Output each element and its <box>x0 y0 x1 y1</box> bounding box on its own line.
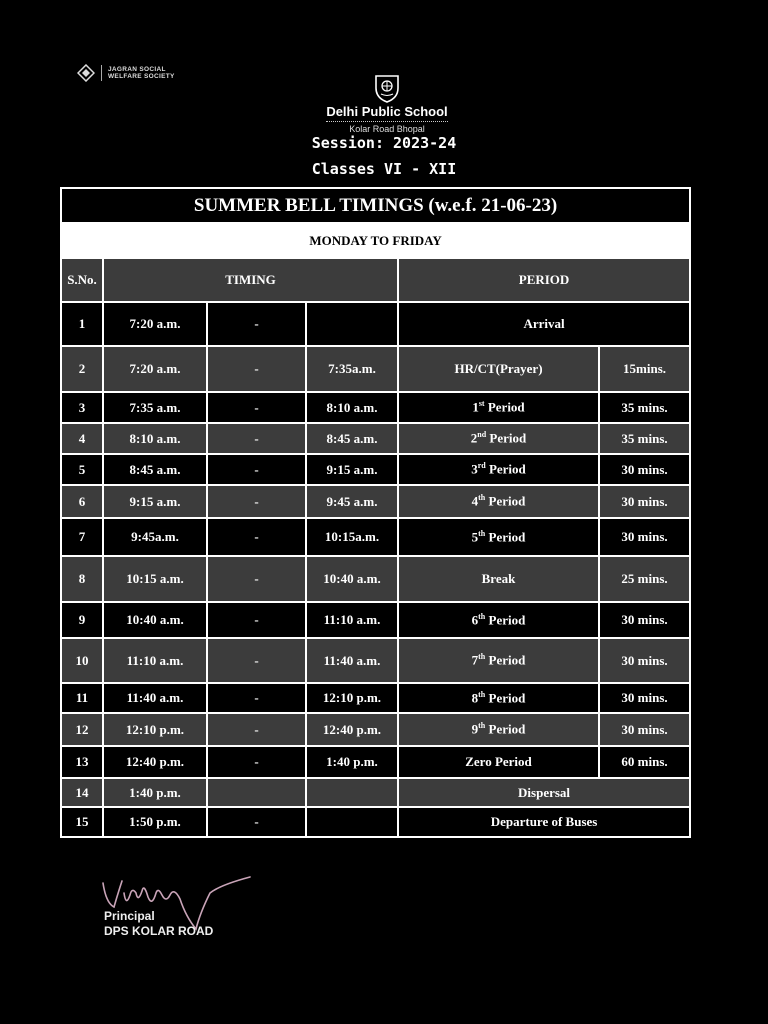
cell-dash: - <box>207 713 306 746</box>
cell-dash: - <box>207 346 306 392</box>
period-ordinal: th <box>478 721 486 731</box>
cell-sno: 4 <box>61 423 103 454</box>
cell-duration: 30 mins. <box>599 638 690 683</box>
cell-sno: 1 <box>61 302 103 346</box>
period-label: Period <box>485 493 526 509</box>
cell-start-time: 10:15 a.m. <box>103 556 207 602</box>
cell-period <box>398 485 599 518</box>
period-label: Period <box>485 721 526 737</box>
period-ordinal: th <box>478 689 486 699</box>
period-number: 9 <box>471 721 479 737</box>
cell-start-time: 12:40 p.m. <box>103 746 207 778</box>
cell-duration: 30 mins. <box>599 713 690 746</box>
cell-sno: 8 <box>61 556 103 602</box>
table-title-row <box>61 188 690 223</box>
principal-org: DPS KOLAR ROAD <box>104 924 214 938</box>
period-label: Period <box>486 430 527 446</box>
cell-sno: 3 <box>61 392 103 423</box>
table-row <box>61 485 690 518</box>
cell-start-time: 7:20 a.m. <box>103 302 207 346</box>
cell-period <box>398 683 599 713</box>
table-row <box>61 454 690 485</box>
cell-end-time: 7:35a.m. <box>306 346 398 392</box>
cell-duration: 60 mins. <box>599 746 690 778</box>
period-number: Zero Period <box>465 754 532 769</box>
cell-duration: 30 mins. <box>599 518 690 556</box>
cell-sno: 9 <box>61 602 103 638</box>
table-row <box>61 778 690 807</box>
cell-dash: - <box>207 392 306 423</box>
table-header-row <box>61 258 690 302</box>
cell-dash: - <box>207 518 306 556</box>
cell-period <box>398 556 599 602</box>
school-divider <box>326 121 448 123</box>
society-logo <box>77 64 175 82</box>
cell-sno: 6 <box>61 485 103 518</box>
school-name: Delhi Public School <box>326 104 448 119</box>
cell-period <box>398 454 599 485</box>
cell-dash: - <box>207 556 306 602</box>
cell-start-time: 8:10 a.m. <box>103 423 207 454</box>
table-row <box>61 556 690 602</box>
cell-start-time: 12:10 p.m. <box>103 713 207 746</box>
cell-end-time <box>306 778 398 807</box>
cell-end-time: 8:10 a.m. <box>306 392 398 423</box>
table-row <box>61 683 690 713</box>
cell-period <box>398 778 690 807</box>
cell-end-time: 10:40 a.m. <box>306 556 398 602</box>
cell-start-time: 9:45a.m. <box>103 518 207 556</box>
header-sno: S.No. <box>61 258 103 302</box>
cell-start-time: 1:40 p.m. <box>103 778 207 807</box>
period-ordinal: st <box>478 399 485 409</box>
society-emblem-icon <box>77 64 95 82</box>
table-subtitle: MONDAY TO FRIDAY <box>61 223 690 258</box>
period-number: Arrival <box>523 316 565 331</box>
header-period: PERIOD <box>398 258 690 302</box>
cell-sno: 7 <box>61 518 103 556</box>
cell-start-time: 7:20 a.m. <box>103 346 207 392</box>
cell-sno: 12 <box>61 713 103 746</box>
cell-end-time <box>306 302 398 346</box>
cell-end-time: 10:15a.m. <box>306 518 398 556</box>
cell-dash: - <box>207 638 306 683</box>
table-row <box>61 638 690 683</box>
period-ordinal: rd <box>477 461 486 471</box>
cell-end-time: 11:10 a.m. <box>306 602 398 638</box>
cell-sno: 14 <box>61 778 103 807</box>
period-ordinal: th <box>478 652 486 662</box>
cell-duration: 35 mins. <box>599 392 690 423</box>
period-number: 7 <box>471 652 479 668</box>
cell-duration: 30 mins. <box>599 683 690 713</box>
cell-dash: - <box>207 746 306 778</box>
principal-block <box>104 909 213 939</box>
period-number: 8 <box>471 690 479 706</box>
cell-sno: 11 <box>61 683 103 713</box>
table-title: SUMMER BELL TIMINGS (w.e.f. 21-06-23) <box>61 188 690 223</box>
period-number: 5 <box>471 529 479 545</box>
period-number: 4 <box>471 493 479 509</box>
period-ordinal: th <box>478 528 486 538</box>
table-row <box>61 807 690 837</box>
period-label: Period <box>485 461 526 477</box>
society-name: JAGRAN SOCIAL WELFARE SOCIETY <box>108 66 175 80</box>
cell-period <box>398 602 599 638</box>
cell-sno: 13 <box>61 746 103 778</box>
cell-dash: - <box>207 302 306 346</box>
cell-sno: 2 <box>61 346 103 392</box>
cell-period <box>398 518 599 556</box>
cell-duration: 35 mins. <box>599 423 690 454</box>
cell-period <box>398 392 599 423</box>
cell-end-time: 12:40 p.m. <box>306 713 398 746</box>
period-number: 6 <box>471 612 479 628</box>
cell-start-time: 10:40 a.m. <box>103 602 207 638</box>
period-ordinal: th <box>478 611 486 621</box>
period-number: 1 <box>472 399 479 415</box>
table-row <box>61 602 690 638</box>
period-label: Period <box>485 529 526 545</box>
cell-duration: 30 mins. <box>599 454 690 485</box>
cell-period <box>398 423 599 454</box>
bell-timings-table <box>60 187 691 838</box>
society-divider <box>101 65 102 81</box>
cell-end-time: 9:45 a.m. <box>306 485 398 518</box>
cell-end-time: 8:45 a.m. <box>306 423 398 454</box>
period-number: Break <box>481 571 516 586</box>
cell-start-time: 11:10 a.m. <box>103 638 207 683</box>
cell-sno: 10 <box>61 638 103 683</box>
period-number: HR/CT(Prayer) <box>454 361 543 376</box>
cell-duration: 15mins. <box>599 346 690 392</box>
table-row <box>61 423 690 454</box>
cell-end-time <box>306 807 398 837</box>
cell-dash: - <box>207 423 306 454</box>
cell-dash <box>207 778 306 807</box>
table-row <box>61 746 690 778</box>
cell-end-time: 12:10 p.m. <box>306 683 398 713</box>
period-number: Dispersal <box>518 784 571 800</box>
period-label: Period <box>485 690 526 706</box>
period-number: 3 <box>471 461 478 477</box>
cell-dash: - <box>207 454 306 485</box>
table-row <box>61 346 690 392</box>
table-row <box>61 713 690 746</box>
cell-sno: 5 <box>61 454 103 485</box>
session-heading: Session: 2023-24 <box>311 134 457 152</box>
classes-heading: Classes VI - XII <box>311 160 457 178</box>
cell-start-time: 7:35 a.m. <box>103 392 207 423</box>
cell-duration: 25 mins. <box>599 556 690 602</box>
cell-end-time: 1:40 p.m. <box>306 746 398 778</box>
cell-start-time: 9:15 a.m. <box>103 485 207 518</box>
cell-start-time: 11:40 a.m. <box>103 683 207 713</box>
period-label: Period <box>485 652 526 668</box>
cell-dash: - <box>207 807 306 837</box>
school-location: Kolar Road Bhopal <box>349 124 425 134</box>
cell-start-time: 1:50 p.m. <box>103 807 207 837</box>
cell-duration: 30 mins. <box>599 602 690 638</box>
period-ordinal: th <box>478 493 486 503</box>
table-subtitle-row <box>61 223 690 258</box>
cell-duration: 30 mins. <box>599 485 690 518</box>
cell-period <box>398 638 599 683</box>
header-timing: TIMING <box>103 258 398 302</box>
period-number: Departure of Buses <box>490 814 598 829</box>
cell-dash: - <box>207 602 306 638</box>
cell-dash: - <box>207 485 306 518</box>
period-number: 2 <box>470 430 478 446</box>
cell-dash: - <box>207 683 306 713</box>
period-ordinal: nd <box>477 430 487 440</box>
cell-start-time: 8:45 a.m. <box>103 454 207 485</box>
table-row <box>61 392 690 423</box>
cell-period <box>398 713 599 746</box>
cell-end-time: 9:15 a.m. <box>306 454 398 485</box>
school-crest-icon <box>372 72 402 104</box>
period-label: Period <box>484 399 525 415</box>
school-logo <box>318 72 456 134</box>
principal-role: Principal <box>104 909 155 923</box>
cell-sno: 15 <box>61 807 103 837</box>
cell-period <box>398 346 599 392</box>
cell-period <box>398 302 690 346</box>
cell-period <box>398 746 599 778</box>
cell-period <box>398 807 690 837</box>
table-row <box>61 518 690 556</box>
cell-end-time: 11:40 a.m. <box>306 638 398 683</box>
period-label: Period <box>485 612 526 628</box>
table-row <box>61 302 690 346</box>
